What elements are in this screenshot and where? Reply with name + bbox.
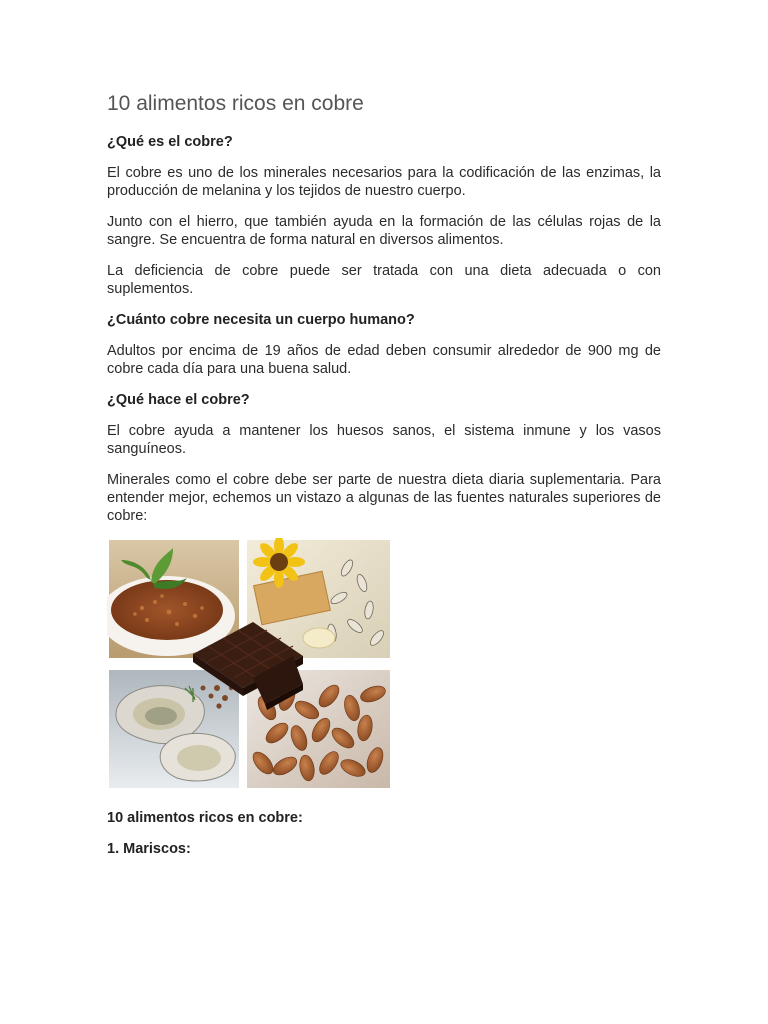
heading-what-copper-does: ¿Qué hace el cobre? bbox=[107, 392, 250, 408]
food-collage-image bbox=[107, 538, 392, 791]
paragraph-copper-benefits: El cobre ayuda a mantener los huesos sanos, el sistema inmune y los vasos sanguíneos. bbox=[107, 423, 661, 457]
paragraph-natural-sources: Minerales como el cobre debe ser parte de nuestra dieta diaria suplementaria. Para entender mejor, echemos un vistazo a algunas de las fuentes naturales superiores de cobre: bbox=[107, 472, 661, 524]
heading-seafood: 1. Mariscos: bbox=[107, 841, 191, 857]
paragraph-copper-definition: El cobre es uno de los minerales necesarios para la codificación de las enzimas, la producción de melanina y los tejidos de nuestro cuerpo. bbox=[107, 165, 661, 199]
paragraph-deficiency: La deficiencia de cobre puede ser tratada con una dieta adecuada o con suplementos. bbox=[107, 263, 661, 297]
heading-what-is-copper: ¿Qué es el cobre? bbox=[107, 134, 233, 150]
document-page bbox=[107, 90, 661, 871]
document-title: 10 alimentos ricos en cobre bbox=[107, 92, 364, 115]
heading-how-much-copper: ¿Cuánto cobre necesita un cuerpo humano? bbox=[107, 312, 415, 328]
paragraph-daily-amount: Adultos por encima de 19 años de edad deben consumir alrededor de 900 mg de cobre cada día para una buena salud. bbox=[107, 343, 661, 377]
heading-ten-foods: 10 alimentos ricos en cobre: bbox=[107, 810, 303, 826]
paragraph-iron: Junto con el hierro, que también ayuda en la formación de las células rojas de la sangre. Se encuentra de forma natural en diversos alimentos. bbox=[107, 214, 661, 248]
